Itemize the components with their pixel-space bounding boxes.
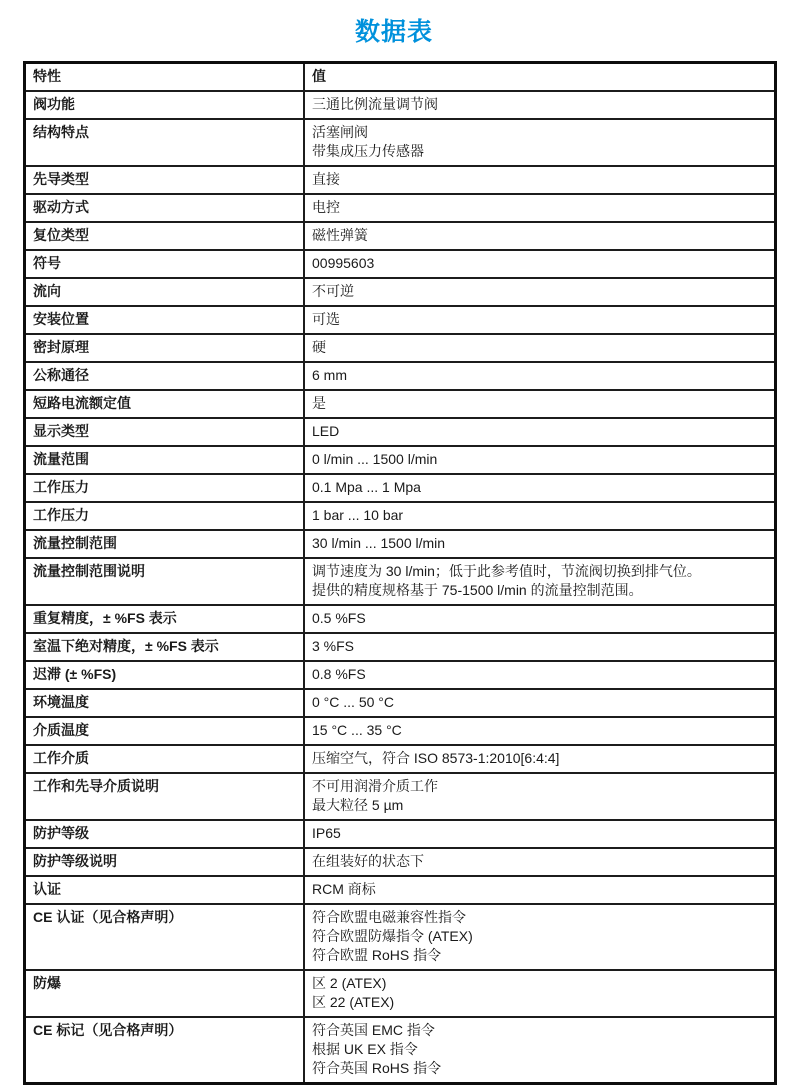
feature-cell: 防爆 [25, 970, 305, 1017]
value-line: 硬 [312, 339, 326, 355]
value-cell [304, 530, 776, 558]
value-line: 0.8 %FS [312, 666, 366, 682]
value-cell [304, 970, 776, 1017]
value-line: 是 [312, 395, 326, 411]
value-cell [304, 362, 776, 390]
value-line: 区 2 (ATEX) [312, 975, 387, 991]
value-cell [304, 1017, 776, 1084]
table-row [25, 474, 776, 502]
table-row [25, 250, 776, 278]
table-row [25, 820, 776, 848]
value-line: 符合英国 EMC 指令 [312, 1022, 435, 1038]
value-line: 符合英国 RoHS 指令 [312, 1060, 442, 1076]
value-cell [304, 119, 776, 166]
feature-cell: 工作压力 [25, 502, 305, 530]
table-row [25, 558, 776, 605]
feature-cell: CE 认证（见合格声明） [25, 904, 305, 970]
feature-cell: 工作压力 [25, 474, 305, 502]
feature-cell: 公称通径 [25, 362, 305, 390]
table-row [25, 91, 776, 119]
datasheet-table-body [25, 91, 776, 1084]
feature-cell: 结构特点 [25, 119, 305, 166]
value-cell [304, 661, 776, 689]
value-line: 0 °C ... 50 °C [312, 694, 395, 710]
value-line: RCM 商标 [312, 881, 376, 897]
datasheet-table [23, 61, 777, 1085]
feature-cell: 迟滞 (± %FS) [25, 661, 305, 689]
value-line: LED [312, 423, 340, 439]
value-cell [304, 876, 776, 904]
value-line: 15 °C ... 35 °C [312, 722, 402, 738]
value-line: 不可用润滑介质工作 [312, 778, 438, 794]
table-row [25, 418, 776, 446]
value-cell [304, 166, 776, 194]
value-line: 00995603 [312, 255, 375, 271]
feature-cell: 流量范围 [25, 446, 305, 474]
value-line: 调节速度为 30 l/min；低于此参考值时，节流阀切换到排气位。 [312, 563, 701, 579]
feature-cell: CE 标记（见合格声明） [25, 1017, 305, 1084]
value-cell [304, 278, 776, 306]
feature-cell: 流量控制范围 [25, 530, 305, 558]
value-line: 1 bar ... 10 bar [312, 507, 404, 523]
feature-cell: 复位类型 [25, 222, 305, 250]
table-row [25, 605, 776, 633]
header-value: 值 [304, 63, 776, 92]
feature-cell: 阀功能 [25, 91, 305, 119]
feature-cell: 安装位置 [25, 306, 305, 334]
value-cell [304, 502, 776, 530]
table-row [25, 689, 776, 717]
feature-cell: 显示类型 [25, 418, 305, 446]
feature-cell: 流向 [25, 278, 305, 306]
table-row [25, 848, 776, 876]
value-line: 电控 [312, 199, 340, 215]
value-cell [304, 605, 776, 633]
feature-cell: 工作介质 [25, 745, 305, 773]
value-cell [304, 418, 776, 446]
value-line: 不可逆 [312, 283, 354, 299]
value-line: 0.5 %FS [312, 610, 366, 626]
value-line: 6 mm [312, 367, 347, 383]
value-line: 可选 [312, 311, 340, 327]
value-line: 提供的精度规格基于 75-1500 l/min 的流量控制范围。 [312, 582, 643, 598]
value-cell [304, 446, 776, 474]
table-row [25, 390, 776, 418]
feature-cell: 重复精度，± %FS 表示 [25, 605, 305, 633]
table-row [25, 502, 776, 530]
table-row [25, 530, 776, 558]
datasheet-page [0, 12, 800, 1076]
feature-cell: 认证 [25, 876, 305, 904]
feature-cell: 介质温度 [25, 717, 305, 745]
value-line: 30 l/min ... 1500 l/min [312, 535, 446, 551]
header-row [25, 63, 776, 92]
feature-cell: 环境温度 [25, 689, 305, 717]
value-line: 在组装好的状态下 [312, 853, 424, 869]
value-line: 0.1 Mpa ... 1 Mpa [312, 479, 421, 495]
feature-cell: 工作和先导介质说明 [25, 773, 305, 820]
table-row [25, 446, 776, 474]
table-row [25, 773, 776, 820]
table-row [25, 745, 776, 773]
table-header [25, 63, 776, 92]
feature-cell: 短路电流额定值 [25, 390, 305, 418]
table-row [25, 904, 776, 970]
value-line: 符合欧盟防爆指令 (ATEX) [312, 928, 473, 944]
value-line: 最大粒径 5 µm [312, 797, 404, 813]
value-line: 磁性弹簧 [312, 227, 368, 243]
value-cell [304, 689, 776, 717]
page-title: 数据表 [354, 18, 433, 46]
value-cell [304, 820, 776, 848]
feature-cell: 流量控制范围说明 [25, 558, 305, 605]
value-line: 符合欧盟电磁兼容性指令 [312, 909, 466, 925]
value-cell [304, 334, 776, 362]
table-row [25, 278, 776, 306]
table-row [25, 876, 776, 904]
table-row [25, 194, 776, 222]
value-cell [304, 222, 776, 250]
value-cell [304, 745, 776, 773]
feature-cell: 驱动方式 [25, 194, 305, 222]
feature-cell: 密封原理 [25, 334, 305, 362]
table-row [25, 1017, 776, 1084]
feature-cell: 防护等级说明 [25, 848, 305, 876]
table-row [25, 633, 776, 661]
feature-cell: 符号 [25, 250, 305, 278]
value-line: 活塞闸阀 [312, 124, 368, 140]
table-row [25, 970, 776, 1017]
value-cell [304, 848, 776, 876]
feature-cell: 先导类型 [25, 166, 305, 194]
value-cell [304, 558, 776, 605]
value-cell [304, 717, 776, 745]
table-row [25, 119, 776, 166]
feature-cell: 室温下绝对精度，± %FS 表示 [25, 633, 305, 661]
value-line: 符合欧盟 RoHS 指令 [312, 947, 442, 963]
value-cell [304, 306, 776, 334]
value-line: 区 22 (ATEX) [312, 994, 395, 1010]
value-line: 压缩空气，符合 ISO 8573-1:2010[6:4:4] [312, 750, 560, 766]
value-cell [304, 633, 776, 661]
table-row [25, 222, 776, 250]
feature-cell: 防护等级 [25, 820, 305, 848]
value-line: 0 l/min ... 1500 l/min [312, 451, 438, 467]
value-cell [304, 474, 776, 502]
value-line: 三通比例流量调节阀 [312, 96, 438, 112]
table-row [25, 362, 776, 390]
value-cell [304, 904, 776, 970]
value-cell [304, 91, 776, 119]
value-line: 根据 UK EX 指令 [312, 1041, 418, 1057]
table-row [25, 334, 776, 362]
value-cell [304, 390, 776, 418]
table-row [25, 717, 776, 745]
value-line: 直接 [312, 171, 340, 187]
table-row [25, 306, 776, 334]
header-feature: 特性 [25, 63, 305, 92]
value-line: 带集成压力传感器 [312, 143, 424, 159]
value-line: IP65 [312, 825, 341, 841]
table-row [25, 661, 776, 689]
value-cell [304, 773, 776, 820]
value-cell [304, 194, 776, 222]
value-line: 3 %FS [312, 638, 355, 654]
value-cell [304, 250, 776, 278]
table-row [25, 166, 776, 194]
